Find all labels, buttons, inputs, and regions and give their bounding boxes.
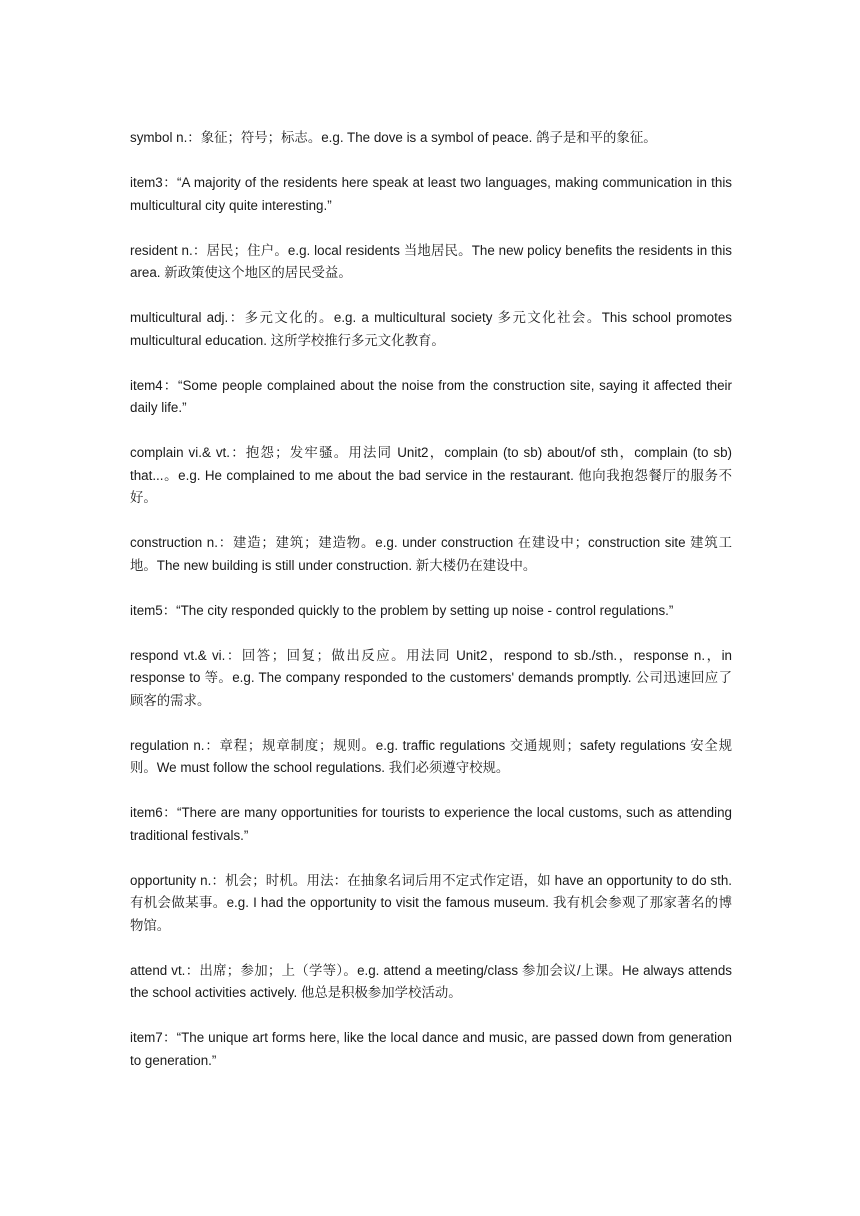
paragraph-regulation: regulation n.：章程；规章制度；规则。e.g. traffic regulations 交通规则；safety regulations 安全规则。We must follow the school regulations. 我们必须遵守校规。	[130, 737, 732, 775]
paragraph-construction: construction n.：建造；建筑；建造物。e.g. under construction 在建设中；construction site 建筑工地。The new building is still under construction. 新大楼仍在建设中。	[130, 535, 732, 573]
paragraph-item7: item7：“The unique art forms here, like the local dance and music, are passed down from generation to generation.”	[130, 1030, 732, 1068]
document-body	[130, 127, 732, 1095]
paragraph-complain: complain vi.& vt.：抱怨；发牢骚。用法同 Unit2，complain (to sb) about/of sth，complain (to sb) that...。e.g. He complained to me about the bad service in the restaurant. 他向我抱怨餐厅的服务不好。	[130, 445, 732, 505]
paragraph-attend: attend vt.：出席；参加；上（学等）。e.g. attend a meeting/class 参加会议/上课。He always attends the school activities actively. 他总是积极参加学校活动。	[130, 962, 732, 1000]
paragraph-item5: item5：“The city responded quickly to the problem by setting up noise - control regulations.”	[130, 602, 674, 618]
paragraph-multicultural: multicultural adj.：多元文化的。e.g. a multicultural society 多元文化社会。This school promotes multicultural education. 这所学校推行多元文化教育。	[130, 310, 732, 348]
paragraph-respond: respond vt.& vi.：回答；回复；做出反应。用法同 Unit2，respond to sb./sth.，response n.，in response to 等。e.g. The company responded to the customers' demands promptly. 公司迅速回应了顾客的需求。	[130, 647, 732, 708]
paragraph-item4: item4：“Some people complained about the noise from the construction site, saying it affected their daily life.”	[130, 377, 732, 415]
paragraph-item3: item3：“A majority of the residents here speak at least two languages, making communication in this multicultural city quite interesting.”	[130, 175, 732, 213]
paragraph-resident: resident n.：居民；住户。e.g. local residents 当地居民。The new policy benefits the residents in this area. 新政策使这个地区的居民受益。	[130, 242, 732, 280]
paragraph-opportunity: opportunity n.：机会；时机。用法：在抽象名词后用不定式作定语，如 have an opportunity to do sth. 有机会做某事。e.g. I had the opportunity to visit the famous museum. 我有机会参观了那家著名的博物馆。	[130, 872, 732, 933]
paragraph-item6: item6：“There are many opportunities for tourists to experience the local customs, such as attending traditional festivals.”	[130, 805, 732, 843]
paragraph-symbol: symbol n.：象征；符号；标志。e.g. The dove is a symbol of peace. 鸽子是和平的象征。	[130, 130, 657, 145]
